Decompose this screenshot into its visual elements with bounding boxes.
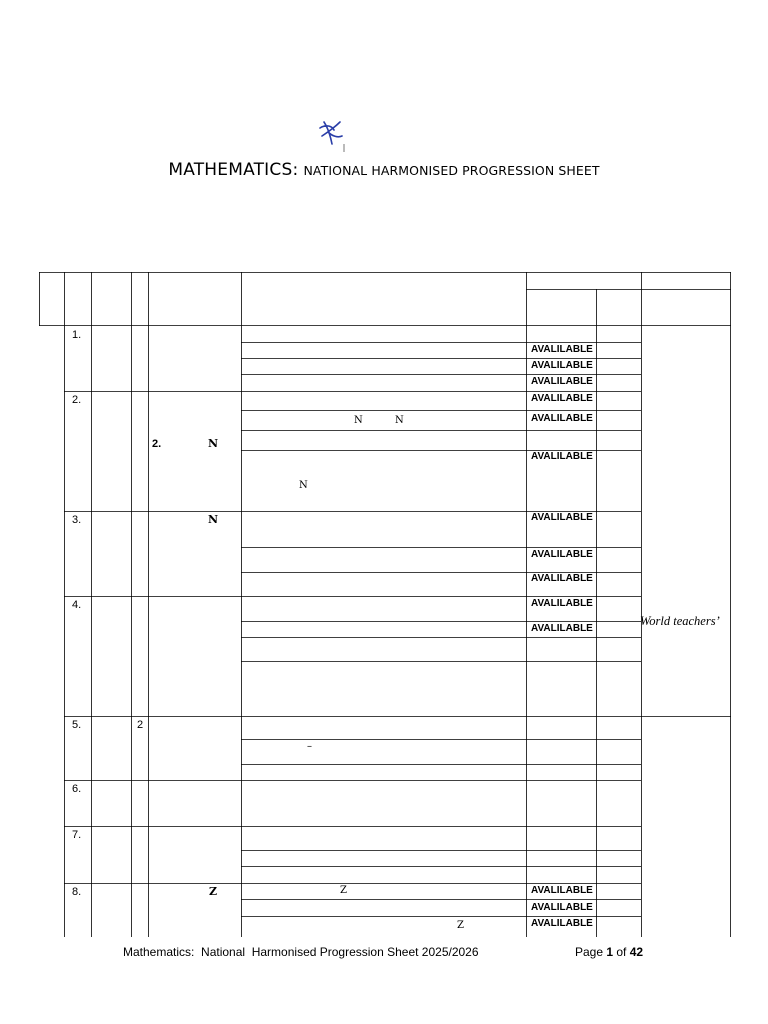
content-dash: – [307,741,312,752]
available-label: AVALILABLE [531,512,593,523]
available-label: AVALILABLE [531,393,593,404]
available-label: AVALILABLE [531,598,593,609]
strand-number: 2. [152,438,162,450]
content-symbol: N [354,415,363,426]
strand-symbol: N [208,513,219,526]
available-label: AVALILABLE [531,413,593,424]
available-label: AVALILABLE [531,451,593,462]
page-total: 42 [629,945,644,959]
content-symbol: Z [457,920,464,931]
title-main: MATHEMATICS: [168,160,299,180]
available-label: AVALILABLE [531,549,593,560]
row-number: 3. [72,514,82,526]
remarks-note: World teachers’ [640,614,720,628]
row-number: 4. [72,599,82,611]
strand-symbol: N [208,437,219,450]
row-number: 5. [72,719,82,731]
strand-symbol: Z [209,885,218,898]
row-number: 8. [72,886,82,898]
available-label: AVALILABLE [531,344,593,355]
row-number: 1. [72,329,82,341]
page-indicator [575,945,643,959]
title-sub: NATIONAL HARMONISED PROGRESSION SHEET [303,163,600,178]
available-label: AVALILABLE [531,885,593,896]
content-symbol: N [395,415,404,426]
available-label: AVALILABLE [531,902,593,913]
available-label: AVALILABLE [531,573,593,584]
row-number: 7. [72,829,82,841]
row-number: 2. [72,394,82,406]
available-label: AVALILABLE [531,376,593,387]
page-of: of [613,945,630,959]
footer-title: Mathematics: National Harmonised Progression Sheet 2025/2026 [123,945,479,959]
content-symbol: N [299,480,308,491]
available-label: AVALILABLE [531,360,593,371]
content-symbol: Z [340,885,347,896]
row-number: 6. [72,783,82,795]
available-label: AVALILABLE [531,918,593,929]
page-current: 1 [606,945,614,959]
available-label: AVALILABLE [531,623,593,634]
week-value: 2 [137,719,144,731]
page-prefix: Page [575,945,607,959]
